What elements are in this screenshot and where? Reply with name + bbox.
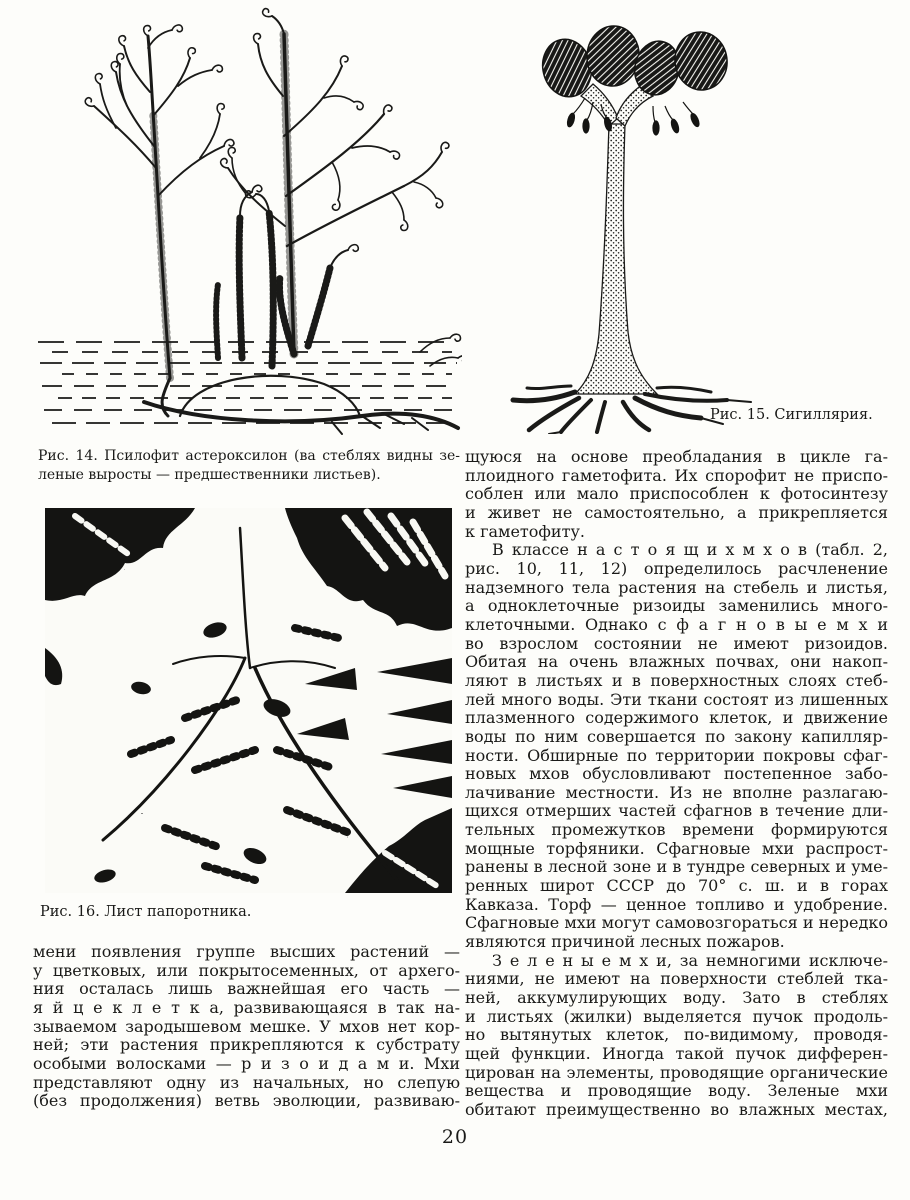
text-line: щуюся на основе преобладания в цикле га- — [465, 447, 888, 466]
figure-14-caption-line-1: Рис. 14. Псилофит астероксилон (ва стеблях видны зе- — [38, 448, 460, 464]
text-line: надземного тела растения на стебель и листья, — [465, 577, 888, 597]
text-line: плоидного гаметофита. Их спорофит не приспо- — [465, 465, 888, 485]
sigillaria-drawing-svg — [505, 14, 895, 434]
text-line: являются причиной лесных пожаров. — [465, 932, 785, 952]
text-line: вещества и проводящие воду. Зеленые мхи — [465, 1081, 888, 1101]
text-line: соблен или мало приспособлен к фотосинтезу — [465, 484, 888, 504]
text-line: ния осталась лишь важнейшая его часть — — [33, 979, 460, 999]
figure-14-caption-line-2: леные выросты — предшественники листьев). — [38, 466, 381, 483]
text-line: рис. 10, 11, 12) определилось расчленение — [465, 558, 888, 578]
text-line: у цветковых, или покрытосеменных, от архего- — [33, 960, 460, 980]
text-line: З е л е н ы е м х и, за немногими исключе- — [492, 950, 888, 970]
text-line: Кавказа. Торф — ценное топливо и удобрение. — [465, 894, 888, 914]
text-line: Обитая на очень влажных почвах, они накоп- — [465, 652, 888, 672]
figure-14-caption — [38, 447, 460, 484]
figure-15-illustration — [505, 14, 895, 434]
text-line: щей функции. Иногда такой пучок дифферен- — [465, 1044, 888, 1063]
text-line: зываемом зародышевом мешке. У мхов нет кор- — [33, 1016, 460, 1036]
text-line: мощные торфяники. Сфагновые мхи распрост- — [465, 838, 888, 858]
text-line: я й ц е к л е т к а, развивающаяся в так на- — [33, 997, 460, 1017]
left-column-text — [33, 943, 460, 1111]
text-line: ней, аккумулирующих воду. Зато в стеблях — [465, 988, 888, 1008]
figure-14-illustration — [32, 6, 462, 438]
text-line: мени появления группе высших растений — — [33, 942, 460, 961]
text-line: (без продолжения) ветвь эволюции, развиваю- — [33, 1091, 460, 1111]
figure-16-photo — [45, 508, 452, 893]
text-line: щихся отмерших частей сфагнов в течение дли- — [465, 801, 888, 821]
text-line: обитают преимущественно во влажных местах, — [465, 1099, 888, 1119]
text-line: В классе н а с т о я щ и х м х о в (табл. 2, — [492, 540, 888, 560]
text-line: лей много воды. Эти ткани состоят из лишенных — [465, 689, 888, 709]
text-line: к гаметофиту. — [465, 521, 585, 541]
text-line: и живет не самостоятельно, а прикрепляется — [465, 502, 888, 522]
text-line: и листьях (жилки) выделяется пучок продоль- — [465, 1006, 888, 1026]
text-line: ности. Обширные по территории покровы сфаг- — [465, 745, 888, 765]
text-line: но вытянутых клеток, по-видимому, проводя- — [465, 1025, 888, 1045]
text-line: тельных промежутков времени формируются — [465, 820, 888, 840]
text-line: ранены в лесной зоне и в тундре северных и уме- — [465, 857, 888, 877]
text-line: представляют одну из начальных, но слепую — [33, 1072, 460, 1092]
text-line: лачивание местности. Из не вполне разлагаю- — [465, 782, 888, 802]
text-line: во взрослом состоянии не имеют ризоидов. — [465, 633, 888, 653]
page-number: 20 — [441, 1126, 469, 1148]
fern-photo-svg — [45, 508, 452, 893]
text-line: ней; эти растения прикрепляются к субстрату — [33, 1035, 460, 1055]
text-line: Сфагновые мхи могут самовозгораться и нередко — [465, 913, 888, 933]
figure-15-caption: Рис. 15. Сигиллярия. — [710, 407, 873, 423]
right-column-text — [465, 448, 888, 1120]
text-line: воды по ним совершается по закону капилляр- — [465, 726, 888, 746]
psilophyte-drawing-svg — [32, 6, 462, 438]
text-line: особыми волосками — р и з о и д а м и. Мхи — [33, 1053, 460, 1073]
text-line: новых мхов обусловливают постепенное забо- — [465, 764, 888, 784]
text-line: ренных широт СССР до 70° с. ш. и в горах — [465, 876, 888, 896]
ground-hatching — [38, 342, 457, 423]
text-line: цирован на элементы, проводящие органические — [465, 1062, 888, 1082]
text-line: ниями, не имеют на поверхности стеблей тка- — [465, 969, 888, 989]
text-line: а одноклеточные ризоиды заменились много- — [465, 596, 888, 616]
figure-16-caption: Рис. 16. Лист папоротника. — [40, 904, 252, 920]
text-line: ляют в листьях и в поверхностных слоях стеб- — [465, 670, 888, 690]
text-line: плазменного содержимого клеток, и движение — [465, 708, 888, 728]
text-line: клеточными. Однако с ф а г н о в ы е м х и — [465, 614, 888, 634]
